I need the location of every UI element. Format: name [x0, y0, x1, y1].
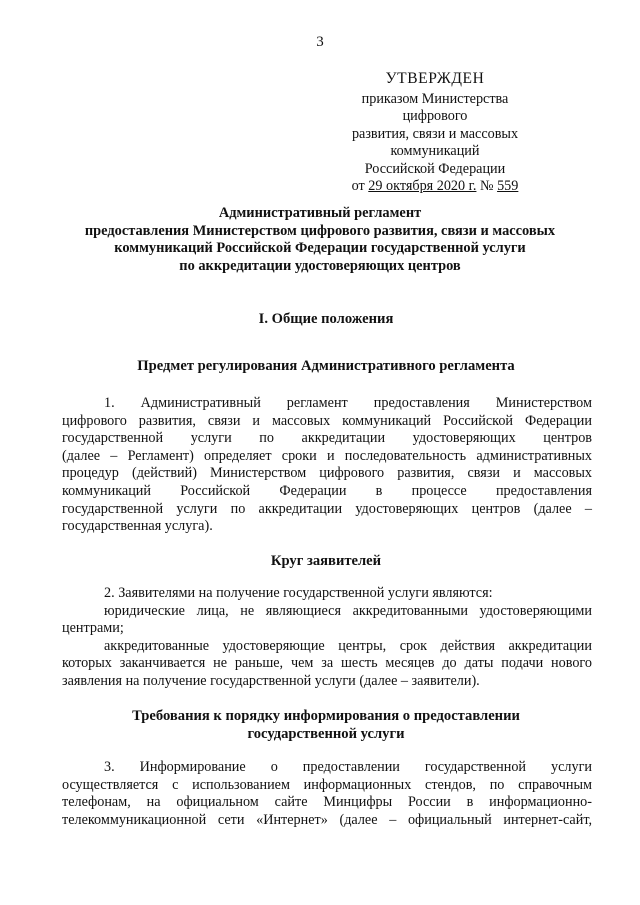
order-date: 29 октября 2020 г.	[368, 178, 477, 194]
paragraph-line: телекоммуникационной сети «Интернет» (далее – официальный интернет-сайт,	[62, 811, 592, 828]
paragraph-3	[62, 759, 592, 829]
heading-line: государственной услуги	[247, 725, 405, 742]
subsection-heading: Предмет регулирования Административного регламента	[137, 358, 515, 374]
paragraph-line: 3. Информирование о предоставлении государственной услуги	[104, 759, 592, 775]
paragraph-1	[62, 395, 592, 536]
title-line: коммуникаций Российской Федерации государственной услуги	[114, 240, 526, 256]
paragraph-line: государственной услуги по аккредитации удостоверяющих центров (далее –	[62, 500, 592, 517]
approval-date-line	[330, 178, 540, 196]
paragraph-line: телефонам, на официальном сайте Минцифры России в информационно-	[62, 794, 592, 811]
section-heading: I. Общие положения	[258, 311, 394, 327]
order-number: 559	[497, 178, 519, 194]
paragraph-2	[62, 585, 592, 691]
paragraph-line: 2. Заявителями на получение государственной услуги являются:	[104, 585, 493, 601]
paragraph-line: осуществляется с использованием информационных стендов, по справочным	[62, 776, 592, 793]
paragraph-line: государственной услуги по аккредитации удостоверяющих центров	[62, 430, 592, 447]
paragraph-line: аккредитованные удостоверяющие центры, срок действия аккредитации	[104, 637, 592, 654]
page-number: 3	[316, 34, 324, 50]
paragraph-line: которых заканчивается не раньше, чем за шесть месяцев до даты подачи нового	[62, 655, 592, 672]
approval-line: развития, связи и массовых	[351, 125, 519, 142]
paragraph-line: 1. Административный регламент предоставления Министерством	[104, 395, 592, 411]
paragraph-line: процедур (действий) Министерством цифрового развития, связи и массовых	[62, 465, 592, 482]
paragraph-line: коммуникаций Российской Федерации в процессе предоставления	[62, 482, 592, 499]
approval-block	[330, 70, 540, 196]
approval-line: приказом Министерства цифрового	[361, 90, 509, 124]
approval-line: Российской Федерации	[364, 160, 506, 177]
paragraph-line: заявления на получение государственной услуги (далее – заявители).	[62, 672, 480, 689]
title-line: по аккредитации удостоверяющих центров	[179, 257, 461, 274]
paragraph-line: юридические лица, не являющиеся аккредитованными удостоверяющими	[104, 602, 592, 619]
subsection-heading	[60, 708, 592, 743]
approval-title: УТВЕРЖДЕН	[385, 70, 485, 87]
title-line: Административный регламент	[218, 205, 422, 221]
paragraph-line: (далее – Регламент) определяет сроки и последовательность административных	[62, 447, 592, 464]
title-line: предоставления Министерством цифрового развития, связи и массовых	[84, 222, 556, 239]
number-sign: №	[476, 178, 498, 194]
heading-line: Требования к порядку информирования о предоставлении	[132, 708, 520, 724]
paragraph-line: цифрового развития, связи и массовых коммуникаций Российской Федерации	[62, 412, 592, 429]
date-prefix: от	[351, 178, 369, 194]
document-title	[60, 205, 580, 275]
paragraph-line: государственная услуга).	[62, 518, 213, 535]
approval-line: коммуникаций	[390, 143, 480, 159]
subsection-heading: Круг заявителей	[270, 553, 382, 569]
paragraph-line: центрами;	[62, 620, 124, 637]
